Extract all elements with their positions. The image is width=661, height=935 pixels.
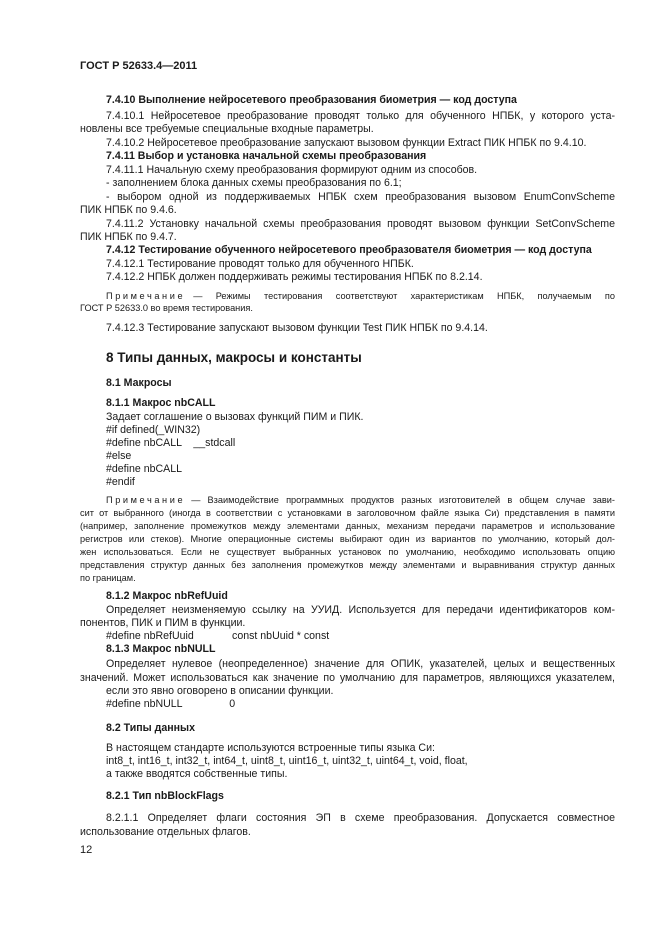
section-8-heading: 8 Типы данных, макросы и константы: [106, 350, 362, 365]
paragraph-line: значений. Может использоваться как значение по умолчанию для параметров, являющихся указателем,: [80, 672, 615, 684]
paragraph-line: 8.2.1.1 Определяет флаги состояния ЭП в схеме преобразования. Допускается совместное: [106, 812, 615, 824]
note-text: (например, заполнение промежутков между элементами данных, механизм передачи параметров и использование: [80, 521, 615, 531]
note-label: Примечание: [106, 291, 186, 301]
code-line: #define nbNULL 0: [106, 698, 236, 710]
paragraph-line: новлены все требуемые специальные входные параметры.: [80, 123, 374, 135]
note-text: регистров или стеков). Многие операционные системы выбирают один из вариантов по умолчанию, который дол-: [80, 534, 615, 544]
code-line: #define nbCALL __stdcall: [106, 437, 236, 449]
section-8-1-3-heading: 8.1.3 Макрос nbNULL: [106, 643, 216, 655]
paragraph-line: ПИК НПБК по 9.4.6.: [80, 204, 177, 216]
paragraph-line: Определяет неизменяемую ссылку на УУИД. Используется для передачи идентификаторов ком-: [106, 604, 615, 616]
code-line: #endif: [106, 476, 135, 488]
paragraph-line: 7.4.12.2 НПБК должен поддерживать режимы тестирования НПБК по 8.2.14.: [106, 271, 483, 283]
code-line: #if defined(_WIN32): [106, 424, 201, 436]
paragraph-line: В настоящем стандарте используются встроенные типы языка Си:: [106, 742, 435, 754]
paragraph-line: 7.4.10.2 Нейросетевое преобразование запускают вызовом функции Extract ПИК НПБК по 9.4.10.: [106, 137, 587, 149]
note-label: Примечание: [106, 495, 186, 505]
section-8-2-1-heading: 8.2.1 Тип nbBlockFlags: [106, 790, 224, 802]
page-number: 12: [80, 844, 93, 856]
note-text: по границам.: [80, 573, 136, 583]
section-8-1-2-heading: 8.1.2 Макрос nbRefUuid: [106, 590, 228, 602]
paragraph-line: Определяет нулевое (неопределенное) значение для ОПИК, указателей, целых и вещественных: [106, 658, 615, 670]
list-item: - выбором одной из поддерживаемых НПБК схем преобразования вызовом EnumConvScheme: [106, 191, 615, 203]
paragraph-line: 7.4.10.1 Нейросетевое преобразование проводят только для обученного НПБК, у которого уста-: [106, 110, 615, 122]
section-8-1-1-heading: 8.1.1 Макрос nbCALL: [106, 397, 216, 409]
note-text: ГОСТ Р 52633.0 во время тестирования.: [80, 303, 253, 313]
note-text: представления структур данных без заполнения промежутков между элементами и выравнивания структур данных: [80, 560, 615, 570]
note-text: — Взаимодействие программных продуктов разных изготовителей в общем случае зави-: [191, 495, 615, 505]
paragraph-line: int8_t, int16_t, int32_t, int64_t, uint8_t, uint16_t, uint32_t, uint64_t, void, float,: [106, 755, 468, 767]
note-2: [106, 494, 615, 506]
paragraph-line: 7.4.12.3 Тестирование запускают вызовом функции Test ПИК НПБК по 9.4.14.: [106, 322, 488, 334]
paragraph-line: 7.4.12.1 Тестирование проводят только для обученного НПБК.: [106, 258, 414, 270]
paragraph-line: использование отдельных флагов.: [80, 826, 251, 838]
paragraph-line: если это явно оговорено в описании функции.: [106, 685, 334, 697]
section-7-4-12-heading: 7.4.12 Тестирование обученного нейросетевого преобразователя биометрия — код доступа: [106, 244, 592, 256]
code-line: #define nbCALL: [106, 463, 182, 475]
document-id-header: ГОСТ Р 52633.4—2011: [80, 60, 198, 72]
section-8-2-heading: 8.2 Типы данных: [106, 722, 195, 734]
paragraph-line: ПИК НПБК по 9.4.7.: [80, 231, 177, 243]
paragraph-line: а также вводятся собственные типы.: [106, 768, 288, 780]
paragraph-line: Задает соглашение о вызовах функций ПИМ и ПИК.: [106, 411, 364, 423]
note-text: сит от выбранного (иногда в соответствии с установками в заголовочном файле языка Си) представления в памяти: [80, 508, 615, 518]
code-line: #define nbRefUuid const nbUuid * const: [106, 630, 330, 642]
note-text: жен использоваться. Если не существует выбранных установок по умолчанию, необходимо использовать опцию: [80, 547, 615, 557]
section-8-1-heading: 8.1 Макросы: [106, 377, 172, 389]
note-1: [106, 290, 615, 302]
note-text: — Режимы тестирования соответствуют характеристикам НПБК, получаемым по: [193, 291, 615, 301]
section-7-4-10-heading: 7.4.10 Выполнение нейросетевого преобразования биометрия — код доступа: [106, 94, 517, 106]
paragraph-line: 7.4.11.1 Начальную схему преобразования формируют одним из способов.: [106, 164, 478, 176]
paragraph-line: 7.4.11.2 Установку начальной схемы преобразования проводят вызовом функции SetConvScheme: [106, 218, 615, 230]
section-7-4-11-heading: 7.4.11 Выбор и установка начальной схемы преобразования: [106, 150, 427, 162]
paragraph-line: понентов, ПИК и ПИМ в функции.: [80, 617, 246, 629]
code-line: #else: [106, 450, 132, 462]
list-item: - заполнением блока данных схемы преобразования по 6.1;: [106, 177, 402, 189]
